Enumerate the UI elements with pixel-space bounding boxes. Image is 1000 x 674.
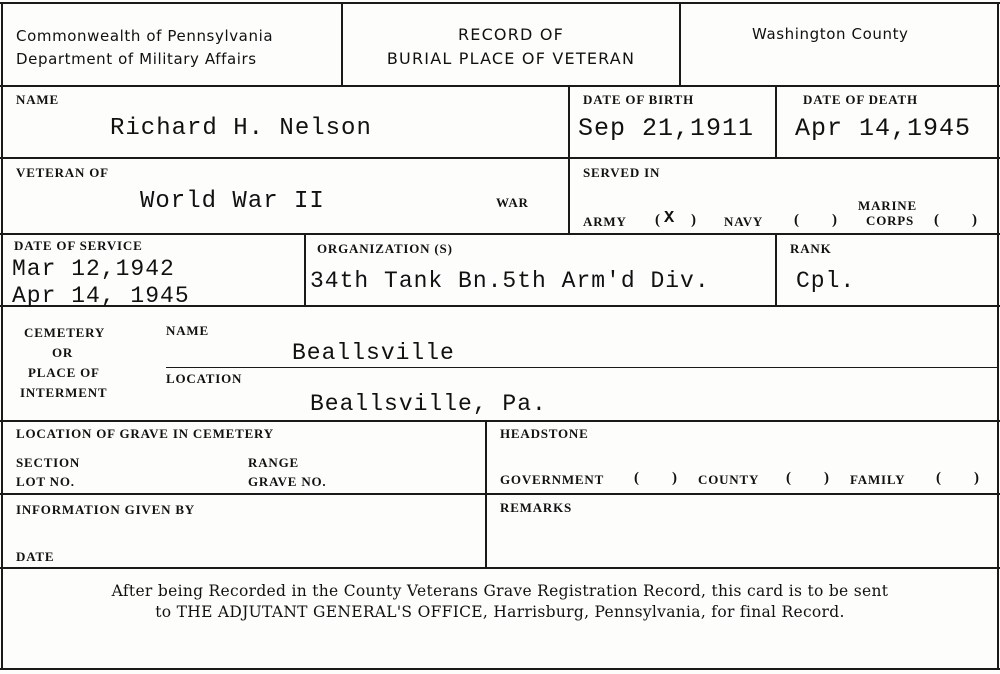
organization-label: ORGANIZATION (S) — [317, 241, 453, 256]
rank-label: RANK — [790, 241, 832, 256]
family-paren-close: ) — [974, 470, 980, 486]
veteran-of-label: VETERAN OF — [16, 165, 109, 180]
divider-dob — [568, 85, 570, 235]
information-given-by-label: INFORMATION GIVEN BY — [16, 502, 195, 517]
divider-service — [304, 233, 306, 306]
org-line-2: Department of Military Affairs — [16, 50, 257, 68]
service-start-date: Mar 12,1942 — [12, 256, 175, 282]
rule-war — [0, 233, 1000, 235]
rule-name — [0, 157, 1000, 159]
rule-grave — [0, 493, 1000, 495]
veteran-name: Richard H. Nelson — [110, 115, 372, 142]
divider-headstone — [485, 420, 487, 568]
cemetery-label-line-1: CEMETERY — [24, 325, 106, 340]
navy-paren-open: ( — [794, 212, 800, 228]
dod-label: DATE OF DEATH — [803, 92, 918, 107]
organization-value: 34th Tank Bn.5th Arm'd Div. — [310, 268, 710, 294]
marine-paren-close: ) — [972, 212, 978, 228]
name-label: NAME — [16, 92, 59, 107]
org-line-1: Commonwealth of Pennsylvania — [16, 27, 274, 45]
divider-header-1 — [341, 2, 343, 86]
bottom-border — [0, 668, 1000, 670]
army-paren-open: ( — [655, 212, 661, 228]
county-option-label: COUNTY — [698, 472, 760, 487]
cemetery-label-line-3: PLACE OF — [28, 365, 100, 380]
section-label: SECTION — [16, 455, 81, 470]
war-suffix: WAR — [496, 195, 529, 210]
footer-line-2: to THE ADJUTANT GENERAL'S OFFICE, Harrisburg, Pennsylvania, for final Record. — [155, 603, 845, 621]
navy-paren-close: ) — [832, 212, 838, 228]
divider-rank — [775, 233, 777, 306]
rank-value: Cpl. — [796, 268, 856, 294]
navy-label: NAVY — [724, 214, 764, 229]
lot-number-label: LOT NO. — [16, 474, 75, 489]
government-paren-close: ) — [672, 470, 678, 486]
date-of-service-label: DATE OF SERVICE — [14, 238, 143, 253]
army-label: ARMY — [583, 214, 627, 229]
grave-location-label: LOCATION OF GRAVE IN CEMETERY — [16, 426, 274, 441]
date-of-birth: Sep 21,1911 — [578, 114, 755, 143]
family-paren-open: ( — [936, 470, 942, 486]
cemetery-name: Beallsville — [292, 340, 455, 366]
right-border — [997, 2, 999, 670]
headstone-label: HEADSTONE — [500, 426, 589, 441]
government-paren-open: ( — [634, 470, 640, 486]
cemetery-label-line-2: OR — [52, 345, 74, 360]
form-title-line-2: BURIAL PLACE OF VETERAN — [386, 49, 636, 68]
top-border — [0, 2, 1000, 4]
marine-label-line-1: MARINE — [858, 198, 917, 213]
family-label: FAMILY — [850, 472, 906, 487]
cemetery-location-label: LOCATION — [166, 371, 243, 386]
dob-label: DATE OF BIRTH — [583, 92, 695, 107]
county-paren-close: ) — [824, 470, 830, 486]
army-paren-close: ) — [691, 212, 697, 228]
remarks-label: REMARKS — [500, 500, 573, 515]
cemetery-label-line-4: INTERMENT — [20, 385, 108, 400]
war-name: World War II — [140, 188, 325, 215]
county-paren-open: ( — [786, 470, 792, 486]
rule-cemetery — [0, 420, 1000, 422]
grave-number-label: GRAVE NO. — [248, 474, 327, 489]
date-label: DATE — [16, 549, 55, 564]
divider-dod — [775, 85, 777, 158]
footer-line-1: After being Recorded in the County Veterans Grave Registration Record, this card is to be sent — [111, 582, 889, 600]
government-label: GOVERNMENT — [500, 472, 605, 487]
range-label: RANGE — [248, 455, 299, 470]
date-of-death: Apr 14,1945 — [795, 114, 972, 143]
rule-header — [0, 85, 1000, 87]
rule-remarks — [0, 567, 1000, 569]
county-name: Washington County — [752, 25, 909, 43]
form-title-line-1: RECORD OF — [457, 25, 565, 44]
service-end-date: Apr 14, 1945 — [12, 283, 190, 309]
army-check-mark: X — [664, 209, 675, 228]
divider-header-2 — [679, 2, 681, 86]
served-in-label: SERVED IN — [583, 165, 661, 180]
marine-label-line-2: CORPS — [866, 213, 915, 228]
left-border — [1, 2, 3, 670]
cemetery-name-label: NAME — [166, 323, 209, 338]
cemetery-name-underline — [166, 367, 998, 368]
marine-paren-open: ( — [934, 212, 940, 228]
cemetery-location: Beallsville, Pa. — [310, 391, 547, 417]
